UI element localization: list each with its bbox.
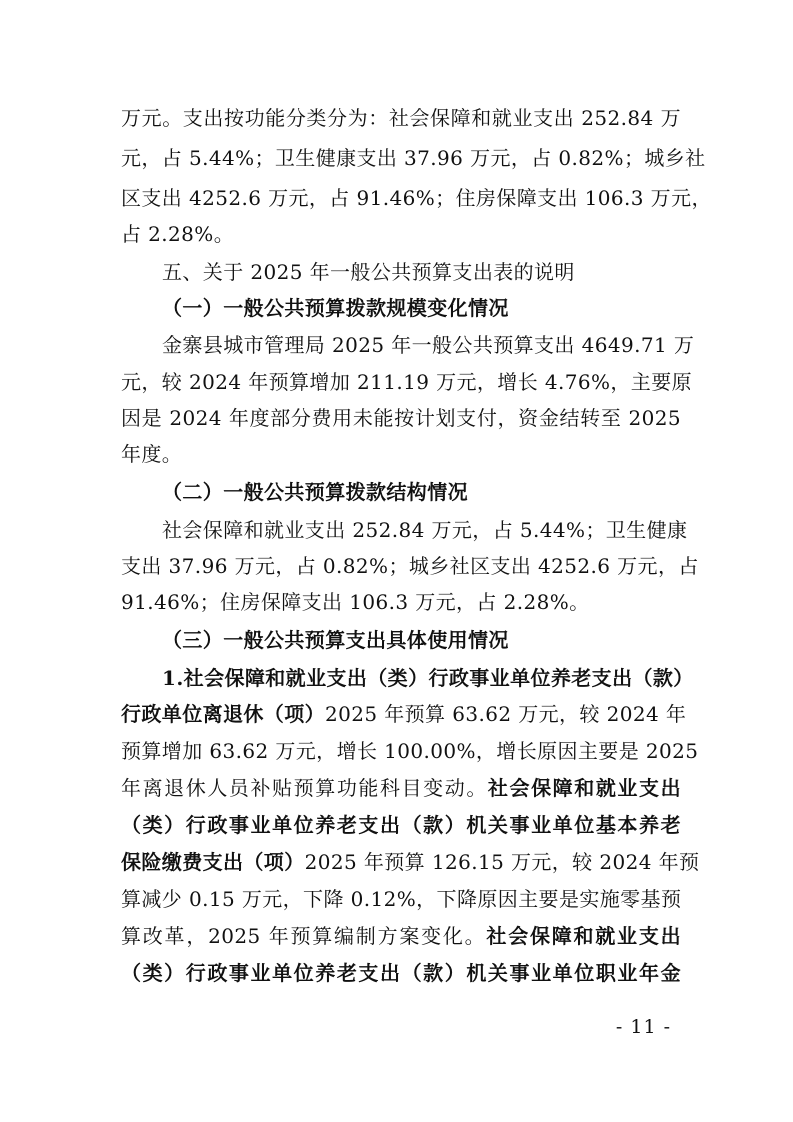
paragraph-line bbox=[121, 774, 681, 802]
paragraph-line bbox=[121, 848, 700, 876]
page-number: - 11 - bbox=[615, 1016, 671, 1038]
paragraph-line: 万元。支出按功能分类分为：社会保障和就业支出 252.84 万 bbox=[121, 106, 681, 130]
paragraph-line: 元，较 2024 年预算增加 211.19 万元，增长 4.76%，主要原 bbox=[121, 370, 693, 394]
paragraph-line: 年度。 bbox=[121, 442, 183, 466]
paragraph-line: 预算增加 63.62 万元，增长 100.00%，增长原因主要是 2025 bbox=[121, 739, 699, 763]
paragraph-line: 支出 37.96 万元，占 0.82%；城乡社区支出 4252.6 万元，占 bbox=[121, 554, 699, 578]
inline-text: 算改革，2025 年预算编制方案变化。 bbox=[121, 924, 487, 948]
inline-bold-text: 社会保障和就业支出 bbox=[487, 776, 681, 800]
subsection-heading: （一）一般公共预算拨款规模变化情况 bbox=[162, 296, 509, 320]
paragraph-line: 社会保障和就业支出 252.84 万元，占 5.44%；卫生健康 bbox=[162, 518, 688, 542]
inline-bold-text: 保险缴费支出（项） bbox=[121, 850, 305, 874]
paragraph-line: 算减少 0.15 万元，下降 0.12%，下降原因主要是实施零基预 bbox=[121, 887, 682, 911]
paragraph-line: 元，占 5.44%；卫生健康支出 37.96 万元，占 0.82%；城乡社 bbox=[121, 146, 706, 170]
paragraph-line: 1.社会保障和就业支出（类）行政事业单位养老支出（款） bbox=[162, 666, 694, 690]
paragraph-line: 因是 2024 年度部分费用未能按计划支付，资金结转至 2025 bbox=[121, 406, 681, 430]
paragraph-line bbox=[121, 700, 687, 728]
paragraph-line: 91.46%；住房保障支出 106.3 万元，占 2.28%。 bbox=[121, 590, 590, 614]
section-heading: 五、关于 2025 年一般公共预算支出表的说明 bbox=[162, 260, 575, 284]
subsection-heading: （二）一般公共预算拨款结构情况 bbox=[162, 480, 468, 504]
subsection-heading: （三）一般公共预算支出具体使用情况 bbox=[162, 628, 509, 652]
inline-text: 年离退休人员补贴预算功能科目变动。 bbox=[121, 776, 488, 800]
inline-text: 2025 年预算 63.62 万元，较 2024 年 bbox=[325, 702, 687, 726]
paragraph-line: 区支出 4252.6 万元，占 91.46%；住房保障支出 106.3 万元， bbox=[121, 186, 712, 210]
paragraph-line: 金寨县城市管理局 2025 年一般公共预算支出 4649.71 万 bbox=[162, 333, 695, 357]
paragraph-line bbox=[121, 922, 681, 950]
paragraph-line: （类）行政事业单位养老支出（款）机关事业单位职业年金 bbox=[121, 961, 681, 985]
inline-bold-text: 行政单位离退休（项） bbox=[121, 702, 325, 726]
inline-bold-text: 社会保障和就业支出 bbox=[486, 924, 681, 948]
paragraph-line: （类）行政事业单位养老支出（款）机关事业单位基本养老 bbox=[121, 813, 681, 837]
paragraph-line: 占 2.28%。 bbox=[121, 222, 235, 246]
inline-text: 2025 年预算 126.15 万元，较 2024 年预 bbox=[304, 850, 700, 874]
